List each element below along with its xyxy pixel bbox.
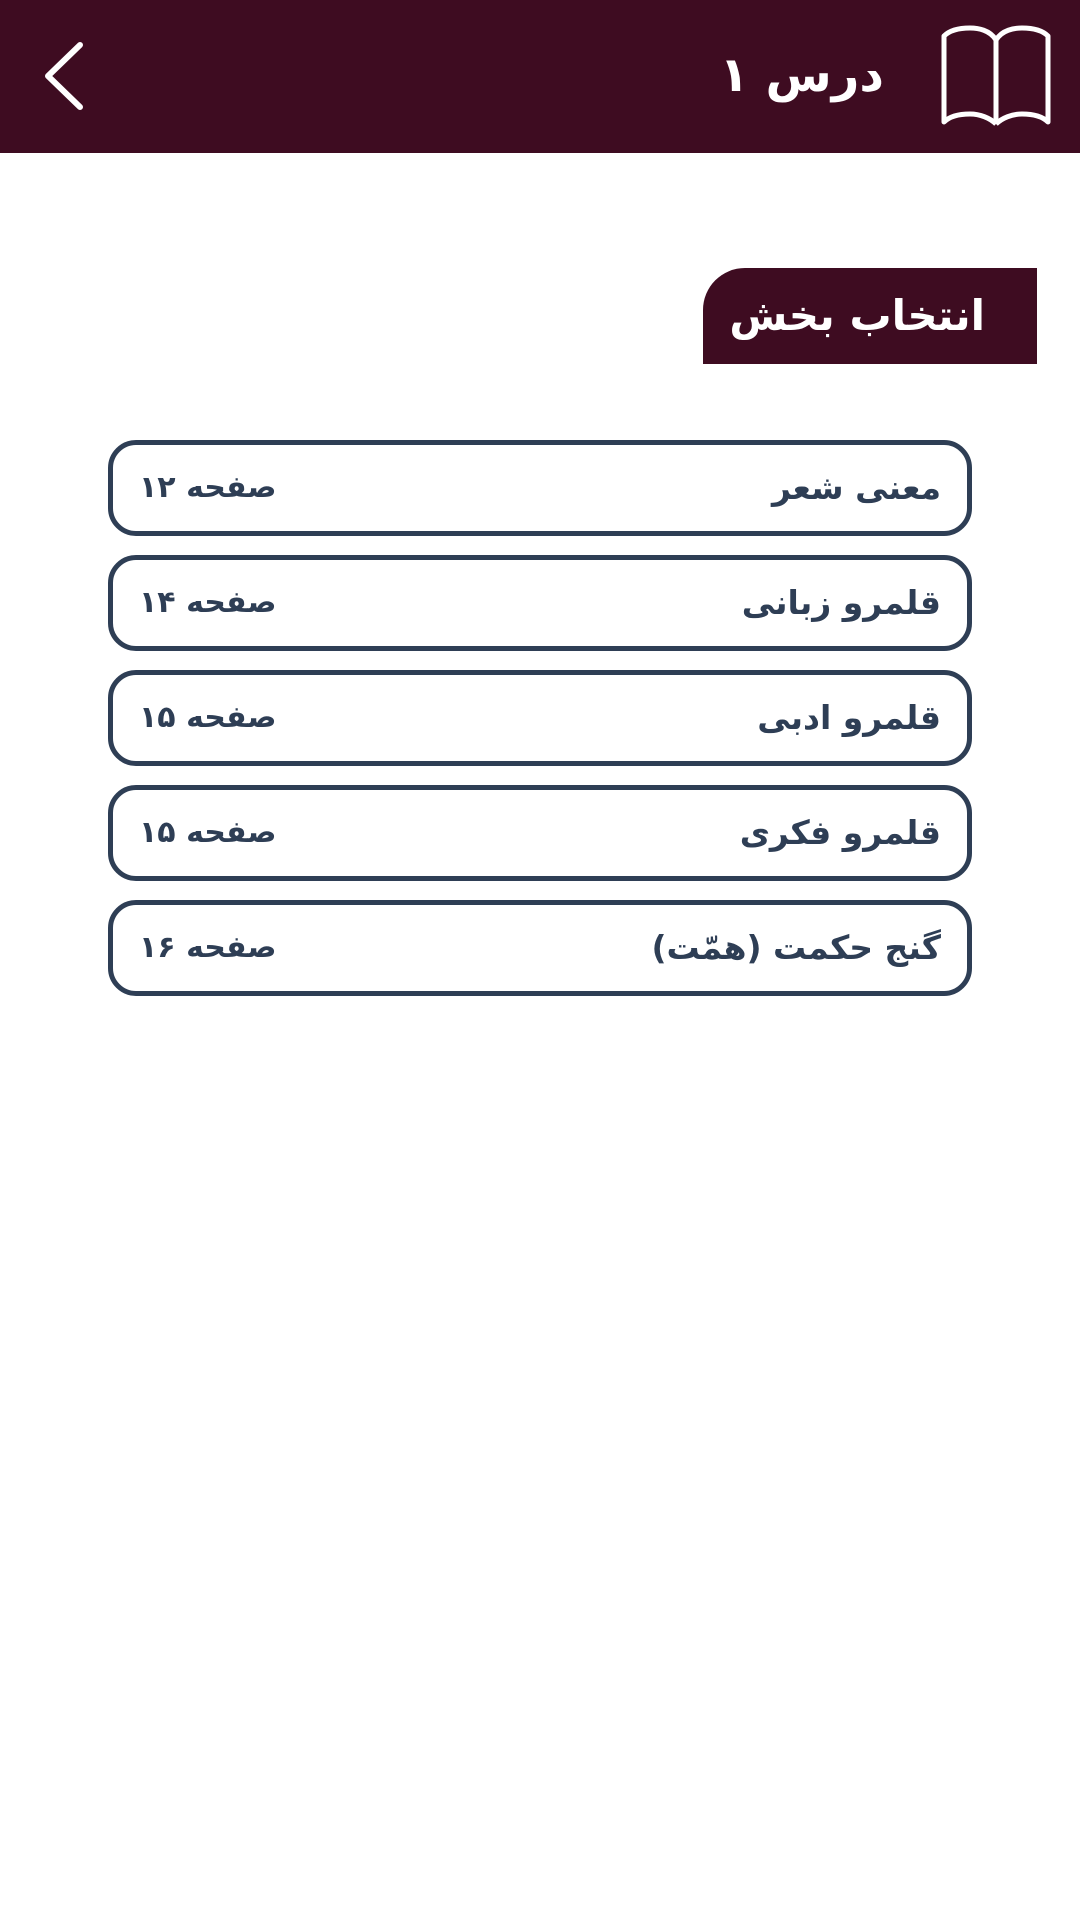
section-select-header	[703, 268, 1037, 364]
section-item-label: گنج حکمت (همّت)	[651, 928, 941, 967]
section-item[interactable]	[108, 555, 972, 651]
section-item-page: صفحه ۱۵	[139, 815, 277, 850]
back-button[interactable]	[28, 28, 128, 128]
section-item-page: صفحه ۱۲	[139, 470, 277, 505]
section-item[interactable]	[108, 900, 972, 996]
section-item-page: صفحه ۱۵	[139, 700, 277, 735]
section-item[interactable]	[108, 785, 972, 881]
section-item-label: معنی شعر	[771, 468, 941, 507]
section-item[interactable]	[108, 670, 972, 766]
page-title: درس ۱	[719, 47, 884, 103]
section-item-page: صفحه ۱۴	[139, 585, 277, 620]
section-item-label: قلمرو فکری	[739, 813, 941, 852]
open-book-icon	[940, 24, 1052, 128]
section-item-page: صفحه ۱۶	[139, 930, 277, 965]
top-app-bar	[0, 0, 1080, 153]
section-item-label: قلمرو زبانی	[741, 583, 941, 622]
section-item-label: قلمرو ادبی	[757, 698, 941, 737]
sections-list	[108, 440, 972, 1015]
section-item[interactable]	[108, 440, 972, 536]
section-select-label: انتخاب بخش	[729, 291, 985, 340]
chevron-left-icon	[28, 28, 128, 128]
